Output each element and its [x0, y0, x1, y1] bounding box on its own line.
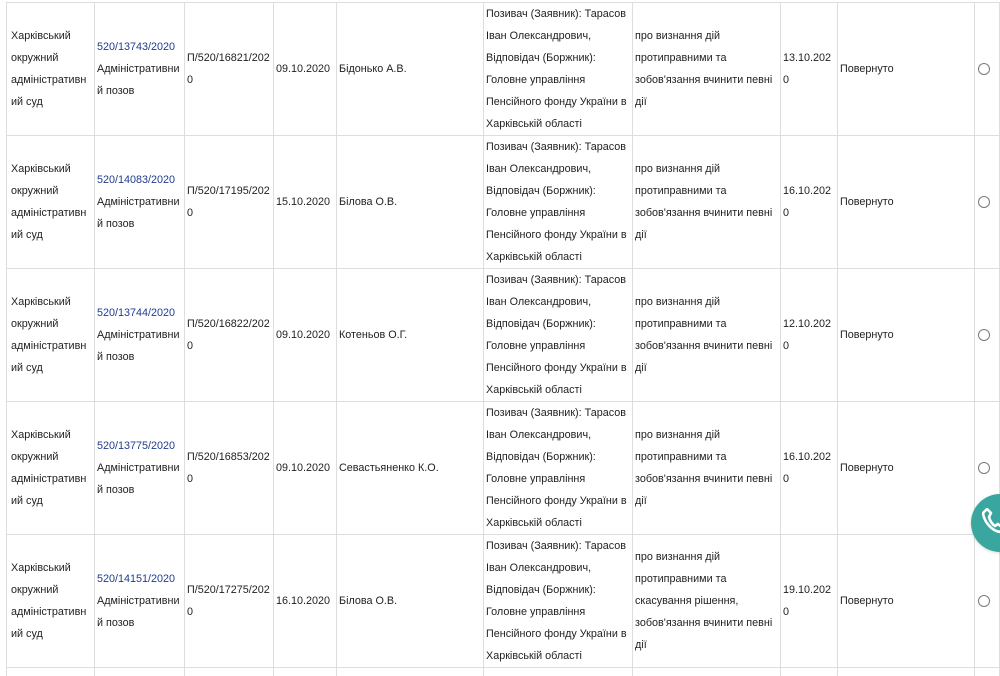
decision-date-cell: 12.10.2020 — [781, 269, 838, 402]
parties-cell: Позивач (Заявник): Тарасов Іван Олександрович, Відповідач (Боржник): Головне управління Пенсійного фонду України в Харківській області — [484, 402, 633, 535]
parties-cell: Позивач (Заявник): Тарасов Іван Олександрович, Відповідач (Боржник): Головне управління Пенсійного фонду України в Харківській області — [484, 3, 633, 136]
row-select-radio[interactable] — [978, 329, 990, 341]
case-type: Адміністративний позов — [97, 329, 180, 363]
case-number-link[interactable]: 520/14151/2020 — [97, 568, 182, 590]
court-cell: Харківський окружний адміністративний суд — [7, 136, 95, 269]
court-cell: Харківський окружний адміністративний суд — [7, 269, 95, 402]
select-cell — [975, 269, 1000, 402]
doc-number-cell: П/520/16821/2020 — [185, 3, 274, 136]
parties-cell: Позивач (Заявник): Тарасов Іван Олександрович, Відповідач (Боржник): Головне управління Пенсійного фонду України в Харківській області — [484, 269, 633, 402]
judge-cell: Котеньов О.Г. — [337, 269, 484, 402]
row-select-radio[interactable] — [978, 462, 990, 474]
doc-number-cell: П/520/16822/2020 — [185, 269, 274, 402]
case-type: Адміністративний позов — [97, 63, 180, 97]
decision-date-cell: 13.10.2020 — [781, 3, 838, 136]
status-cell: Повернуто — [838, 269, 975, 402]
court-cell: Харківський окружний адміністративний суд — [7, 402, 95, 535]
reg-date-cell: 15.10.2020 — [274, 136, 337, 269]
select-cell — [975, 535, 1000, 668]
case-type: Адміністративний позов — [97, 462, 180, 496]
status-cell: Повернуто — [838, 136, 975, 269]
row-select-radio[interactable] — [978, 196, 990, 208]
row-select-radio[interactable] — [978, 595, 990, 607]
decision-date-cell: 16.10.2020 — [781, 136, 838, 269]
reg-date-cell: 16.10.2020 — [274, 535, 337, 668]
case-cell — [95, 269, 185, 402]
select-cell — [975, 3, 1000, 136]
table-row — [7, 3, 1000, 136]
case-cell — [95, 3, 185, 136]
reg-date-cell: 09.10.2020 — [274, 269, 337, 402]
subject-cell: про визнання дій протиправними та зобов'язання вчинити певні дії — [633, 3, 781, 136]
case-cell — [95, 136, 185, 269]
case-cell — [95, 535, 185, 668]
table-row-partial — [7, 668, 1000, 676]
table-row — [7, 269, 1000, 402]
parties-cell: Позивач (Заявник): Тарасов Іван Олександрович, Відповідач (Боржник): Головне управління Пенсійного фонду України в Харківській області — [484, 535, 633, 668]
case-number-link[interactable]: 520/14083/2020 — [97, 169, 182, 191]
case-type: Адміністративний позов — [97, 595, 180, 629]
status-cell: Повернуто — [838, 535, 975, 668]
status-cell: Повернуто — [838, 402, 975, 535]
phone-icon — [982, 508, 1000, 534]
judge-cell: Бідонько А.В. — [337, 3, 484, 136]
status-cell: Повернуто — [838, 3, 975, 136]
reg-date-cell: 09.10.2020 — [274, 402, 337, 535]
table-row — [7, 136, 1000, 269]
court-cell: Харківський окружний адміністративний суд — [7, 535, 95, 668]
subject-cell: про визнання дій протиправними та зобов'язання вчинити певні дії — [633, 269, 781, 402]
court-cell: Харківський окружний адміністративний суд — [7, 3, 95, 136]
decision-date-cell: 19.10.2020 — [781, 535, 838, 668]
decision-date-cell: 16.10.2020 — [781, 402, 838, 535]
subject-cell: про визнання дій протиправними та скасування рішення, зобов'язання вчинити певні дії — [633, 535, 781, 668]
doc-number-cell: П/520/16853/2020 — [185, 402, 274, 535]
subject-cell: про визнання дій протиправними та зобов'язання вчинити певні дії — [633, 136, 781, 269]
case-number-link[interactable]: 520/13775/2020 — [97, 435, 182, 457]
case-number-link[interactable]: 520/13743/2020 — [97, 36, 182, 58]
doc-number-cell: П/520/17195/2020 — [185, 136, 274, 269]
table-row — [7, 535, 1000, 668]
case-number-link[interactable]: 520/13744/2020 — [97, 302, 182, 324]
case-type: Адміністративний позов — [97, 196, 180, 230]
reg-date-cell: 09.10.2020 — [274, 3, 337, 136]
parties-cell: Позивач (Заявник): Тарасов Іван Олександрович, Відповідач (Боржник): Головне управління Пенсійного фонду України в Харківській області — [484, 136, 633, 269]
doc-number-cell: П/520/17275/2020 — [185, 535, 274, 668]
judge-cell: Білова О.В. — [337, 136, 484, 269]
judge-cell: Білова О.В. — [337, 535, 484, 668]
table-row — [7, 402, 1000, 535]
select-cell — [975, 136, 1000, 269]
subject-cell: про визнання дій протиправними та зобов'язання вчинити певні дії — [633, 402, 781, 535]
judge-cell: Севастьяненко К.О. — [337, 402, 484, 535]
row-select-radio[interactable] — [978, 63, 990, 75]
cases-table — [6, 2, 1000, 676]
case-cell — [95, 402, 185, 535]
